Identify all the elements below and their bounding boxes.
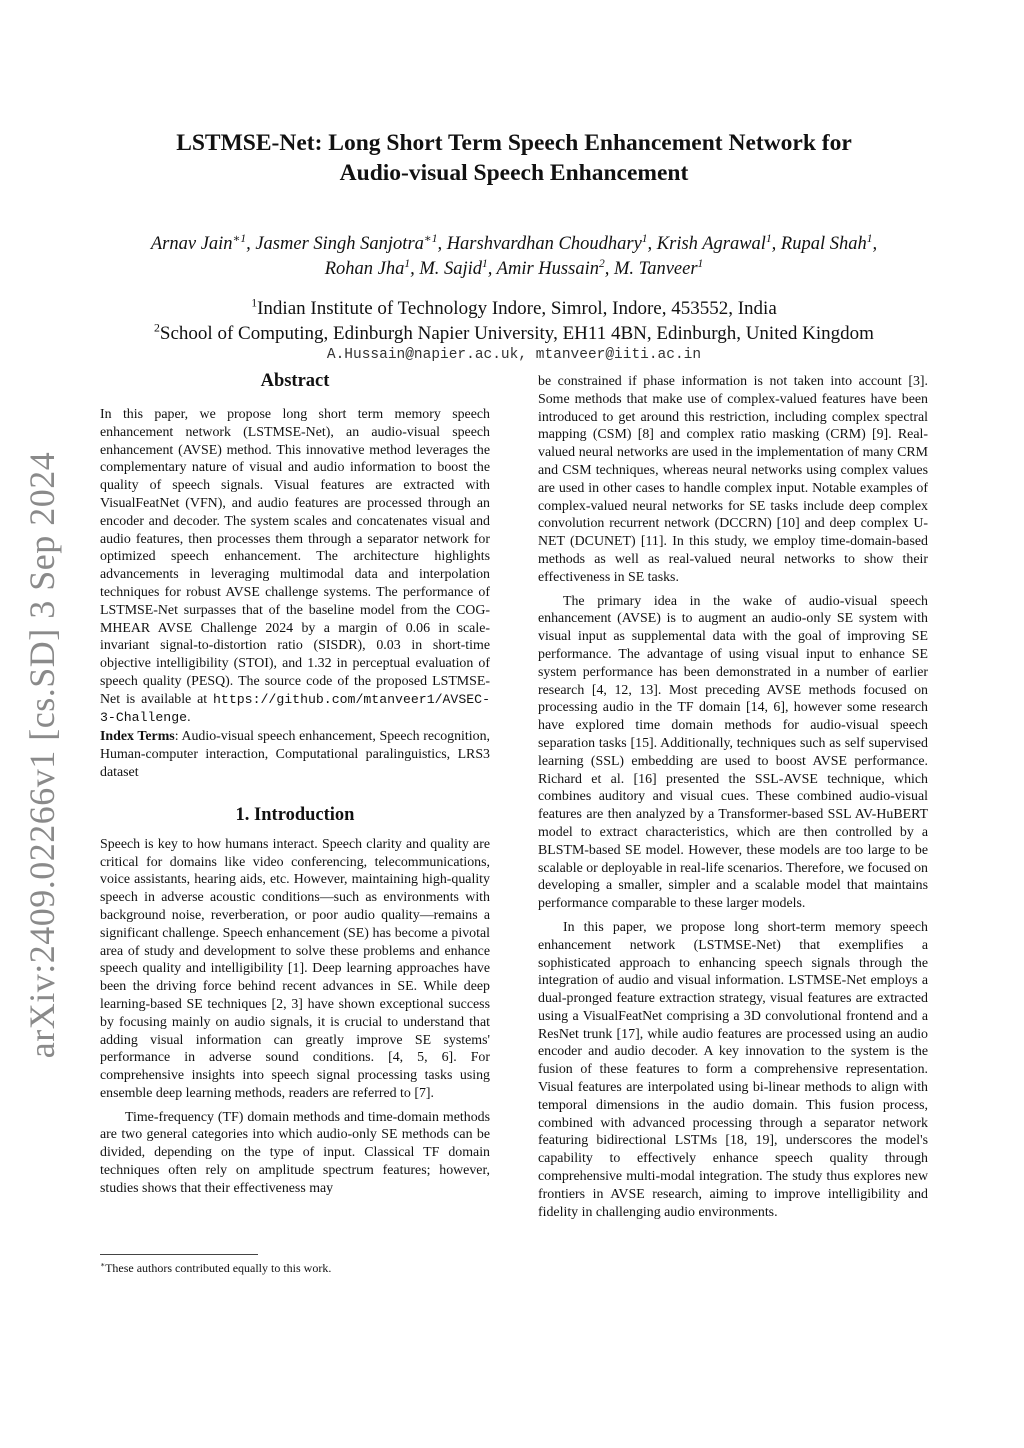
affiliation-2 (96, 321, 932, 346)
affil-text: School of Computing, Edinburgh Napier University, EH11 4BN, Edinburgh, United Kingdom (159, 323, 874, 344)
intro-paragraph-2: Time-frequency (TF) domain methods and time-domain methods are two general categories into which audio-only SE methods can be divided, depending on the type of input. Classical TF domain techniques often rely on amplitude spectrum features; however, studies shows that their effectiveness may (100, 1109, 490, 1196)
intro-paragraph-1: Speech is key to how humans interact. Speech clarity and quality are critical for domains like video conferencing, telecommunications, voice assistants, hearing aids, etc. However, maintaining high-quality speech in adverse acoustic conditions—such as environments with background noise, reverberation, or poor audio quality—remains a significant challenge. Speech enhancement (SE) has become a pivotal area of study and development to solve these problems and enhance speech quality and intelligibility [1]. Deep learning approaches have been the driving force behind recent advances in SE. While deep learning-based SE techniques [2, 3] have shown exceptional success by focusing mainly on audio signals, it is crucial to understand that adding visual information can greatly improve SE systems' performance in adverse sound conditions. [4, 5, 6]. For comprehensive insights into speech signal processing tasks using ensemble deep learning methods, readers are referred to [7]. (100, 836, 490, 1101)
author-line-1 (96, 232, 932, 257)
index-terms-label: Index Terms (100, 729, 175, 745)
affiliations (96, 296, 932, 346)
intro-paragraph-5: In this paper, we propose long short-term memory speech enhancement network (LSTMSE-Net) that exemplifies a sophisticated approach to enhancing speech signals through the integration of audio and visual information. LSTMSE-Net employs a dual-pronged feature extraction strategy, visual features are extracted using a VisualFeatNet comprising a 3D convolutional frontend and a ResNet trunk [17], while audio features are processed using an audio encoder and audio decoder. A key innovation to the system is the fusion of these features to form a comprehensive representation. Visual features are interpolated using bi-linear methods to align with temporal dimensions in the audio domain. This fusion process, combined with advanced processing through a separator network featuring bidirectional LSTMs [18, 19], underscores the model's capability to effectively enhance speech quality through comprehensive multi-modal integration. The study thus explores new frontiers in AVSE research, aiming to improve intelligibility and fidelity in challenging audio environments. (538, 919, 928, 1220)
footnote-mark: ∗ (100, 1260, 106, 1269)
title-line-2: Audio-visual Speech Enhancement (339, 160, 689, 186)
author-affil-mark: 1 (866, 232, 873, 245)
author-affil-mark: ∗1 (423, 232, 438, 245)
author-line-2 (96, 257, 932, 282)
author-name: , Jasmer Singh Sanjotra (246, 234, 424, 254)
intro-paragraph-4: The primary idea in the wake of audio-visual speech enhancement (AVSE) is to augment an audio-only SE system with visual input as supplemental data with the goal of improving SE performance. The advantage of using visual input to enhance SE system performance has been demonstrated in a number of earlier research [4, 12, 13]. Most preceding AVSE methods focused on processing audio in the TF domain [14, 6], however some research have explored time domain methods for audio-visual speech separation tasks [15]. Additionally, techniques such as self supervised learning (SSL) embedding are used to boost AVSE performance. Richard et al. [16] presented the SSL-AVSE technique, which combines auditory and visual cues. These combined audio-visual features are then analyzed by a Transformer-based SSL AV-HuBERT model to extract characteristics, which are then controlled by a BLSTM-based SE model. However, these models are too large to be scalable or deployable in real-life scenarios. Therefore, we focused on developing a smaller, simpler and a scalable model that maintains performance comparable to these larger models. (538, 593, 928, 912)
author-name: , Harshvardhan Choudhary (437, 234, 642, 254)
footnote (100, 1261, 331, 1276)
author-affil-mark: 1 (482, 257, 488, 270)
paper-title (100, 128, 928, 188)
author-name: , M. Tanveer (604, 259, 698, 279)
right-column (538, 373, 928, 1221)
introduction-heading: 1. Introduction (235, 804, 355, 825)
affil-mark: 2 (154, 321, 160, 335)
author-list (96, 232, 932, 282)
author-affil-mark: 1 (641, 232, 648, 245)
author-affil-mark: ∗1 (232, 232, 247, 245)
author-separator: , (872, 234, 878, 254)
author-affil-mark: 1 (765, 232, 772, 245)
intro-paragraph-3: be constrained if phase information is not taken into account [3]. Some methods that make use of complex-valued features have been introduced to get around this restriction, including complex spectral mapping (CSM) [8] and complex ratio masking (CRM) [9]. Real-valued neural networks are used in the implementation of many CRM and CSM techniques, whereas neural networks using complex values are used in other cases to handle complex input. Notable examples of complex-valued neural networks for SE tasks include deep complex convolution recurrent network (DCCRN) [10] and deep complex U-NET (DCUNET) [11]. In this study, we employ time-domain-based methods as well as real-valued neural networks to show their effectiveness in SE tasks. (538, 374, 928, 585)
abstract-end: . (187, 709, 191, 725)
author-name: , Krish Agrawal (647, 234, 766, 254)
contact-emails: A.Hussain@napier.ac.uk, mtanveer@iiti.ac.in (326, 347, 702, 363)
affil-mark: 1 (251, 296, 258, 310)
author-name: Arnav Jain (150, 234, 233, 254)
arxiv-stamp (6, 451, 78, 1059)
author-affil-mark: 2 (598, 257, 605, 270)
abstract-heading: Abstract (260, 371, 330, 391)
author-name: , M. Sajid (410, 259, 483, 279)
author-name: , Amir Hussain (487, 259, 599, 279)
affil-text: Indian Institute of Technology Indore, Simrol, Indore, 453552, India (257, 298, 777, 319)
author-affil-mark: 1 (697, 257, 704, 270)
footnote-text: These authors contributed equally to this work. (105, 1261, 332, 1275)
title-line-1: LSTMSE-Net: Long Short Term Speech Enhancement Network for (176, 130, 852, 156)
code-url-link[interactable]: https://github.com/mtanveer1/AVSEC-3-Challenge (100, 691, 490, 725)
author-affil-mark: 1 (404, 257, 411, 270)
author-name: , Rupal Shah (771, 234, 867, 254)
abstract-text: In this paper, we propose long short term memory speech enhancement network (LSTMSE-Net), an audio-visual speech enhancement (AVSE) method. This innovative method leverages the complementary nature of visual and audio information to boost the quality of speech signals. Visual features are extracted with VisualFeatNet (VFN), and audio features are processed through an encoder and decoder. The system scales and concatenates visual and audio features, then processes them through a separator network for optimized speech enhancement. The architecture highlights advancements in leveraging multimodal data and interpolation techniques for robust AVSE challenge systems. The performance of LSTMSE-Net surpasses that of the baseline model from the COG-MHEAR AVSE Challenge 2024 by a margin of 0.06 in scale-invariant signal-to-distortion ratio (SISDR), 0.03 in short-time objective intelligibility (STOI), and 1.32 in perceptual evaluation of speech quality (PESQ). The source code of the proposed LSTMSE-Net is available at (100, 407, 490, 707)
arxiv-stamp-text: arXiv:2409.02266v1 [cs.SD] 3 Sep 2024 (22, 451, 62, 1059)
index-terms (100, 728, 490, 781)
footnote-divider (100, 1254, 258, 1255)
affiliation-1 (96, 296, 932, 321)
abstract-body (100, 406, 490, 726)
left-column (100, 368, 490, 1198)
author-name: Rohan Jha (324, 259, 405, 279)
index-terms-text: : Audio-visual speech enhancement, Speech recognition, Human-computer interaction, Computational paralinguistics, LRS3 dataset (100, 729, 490, 780)
